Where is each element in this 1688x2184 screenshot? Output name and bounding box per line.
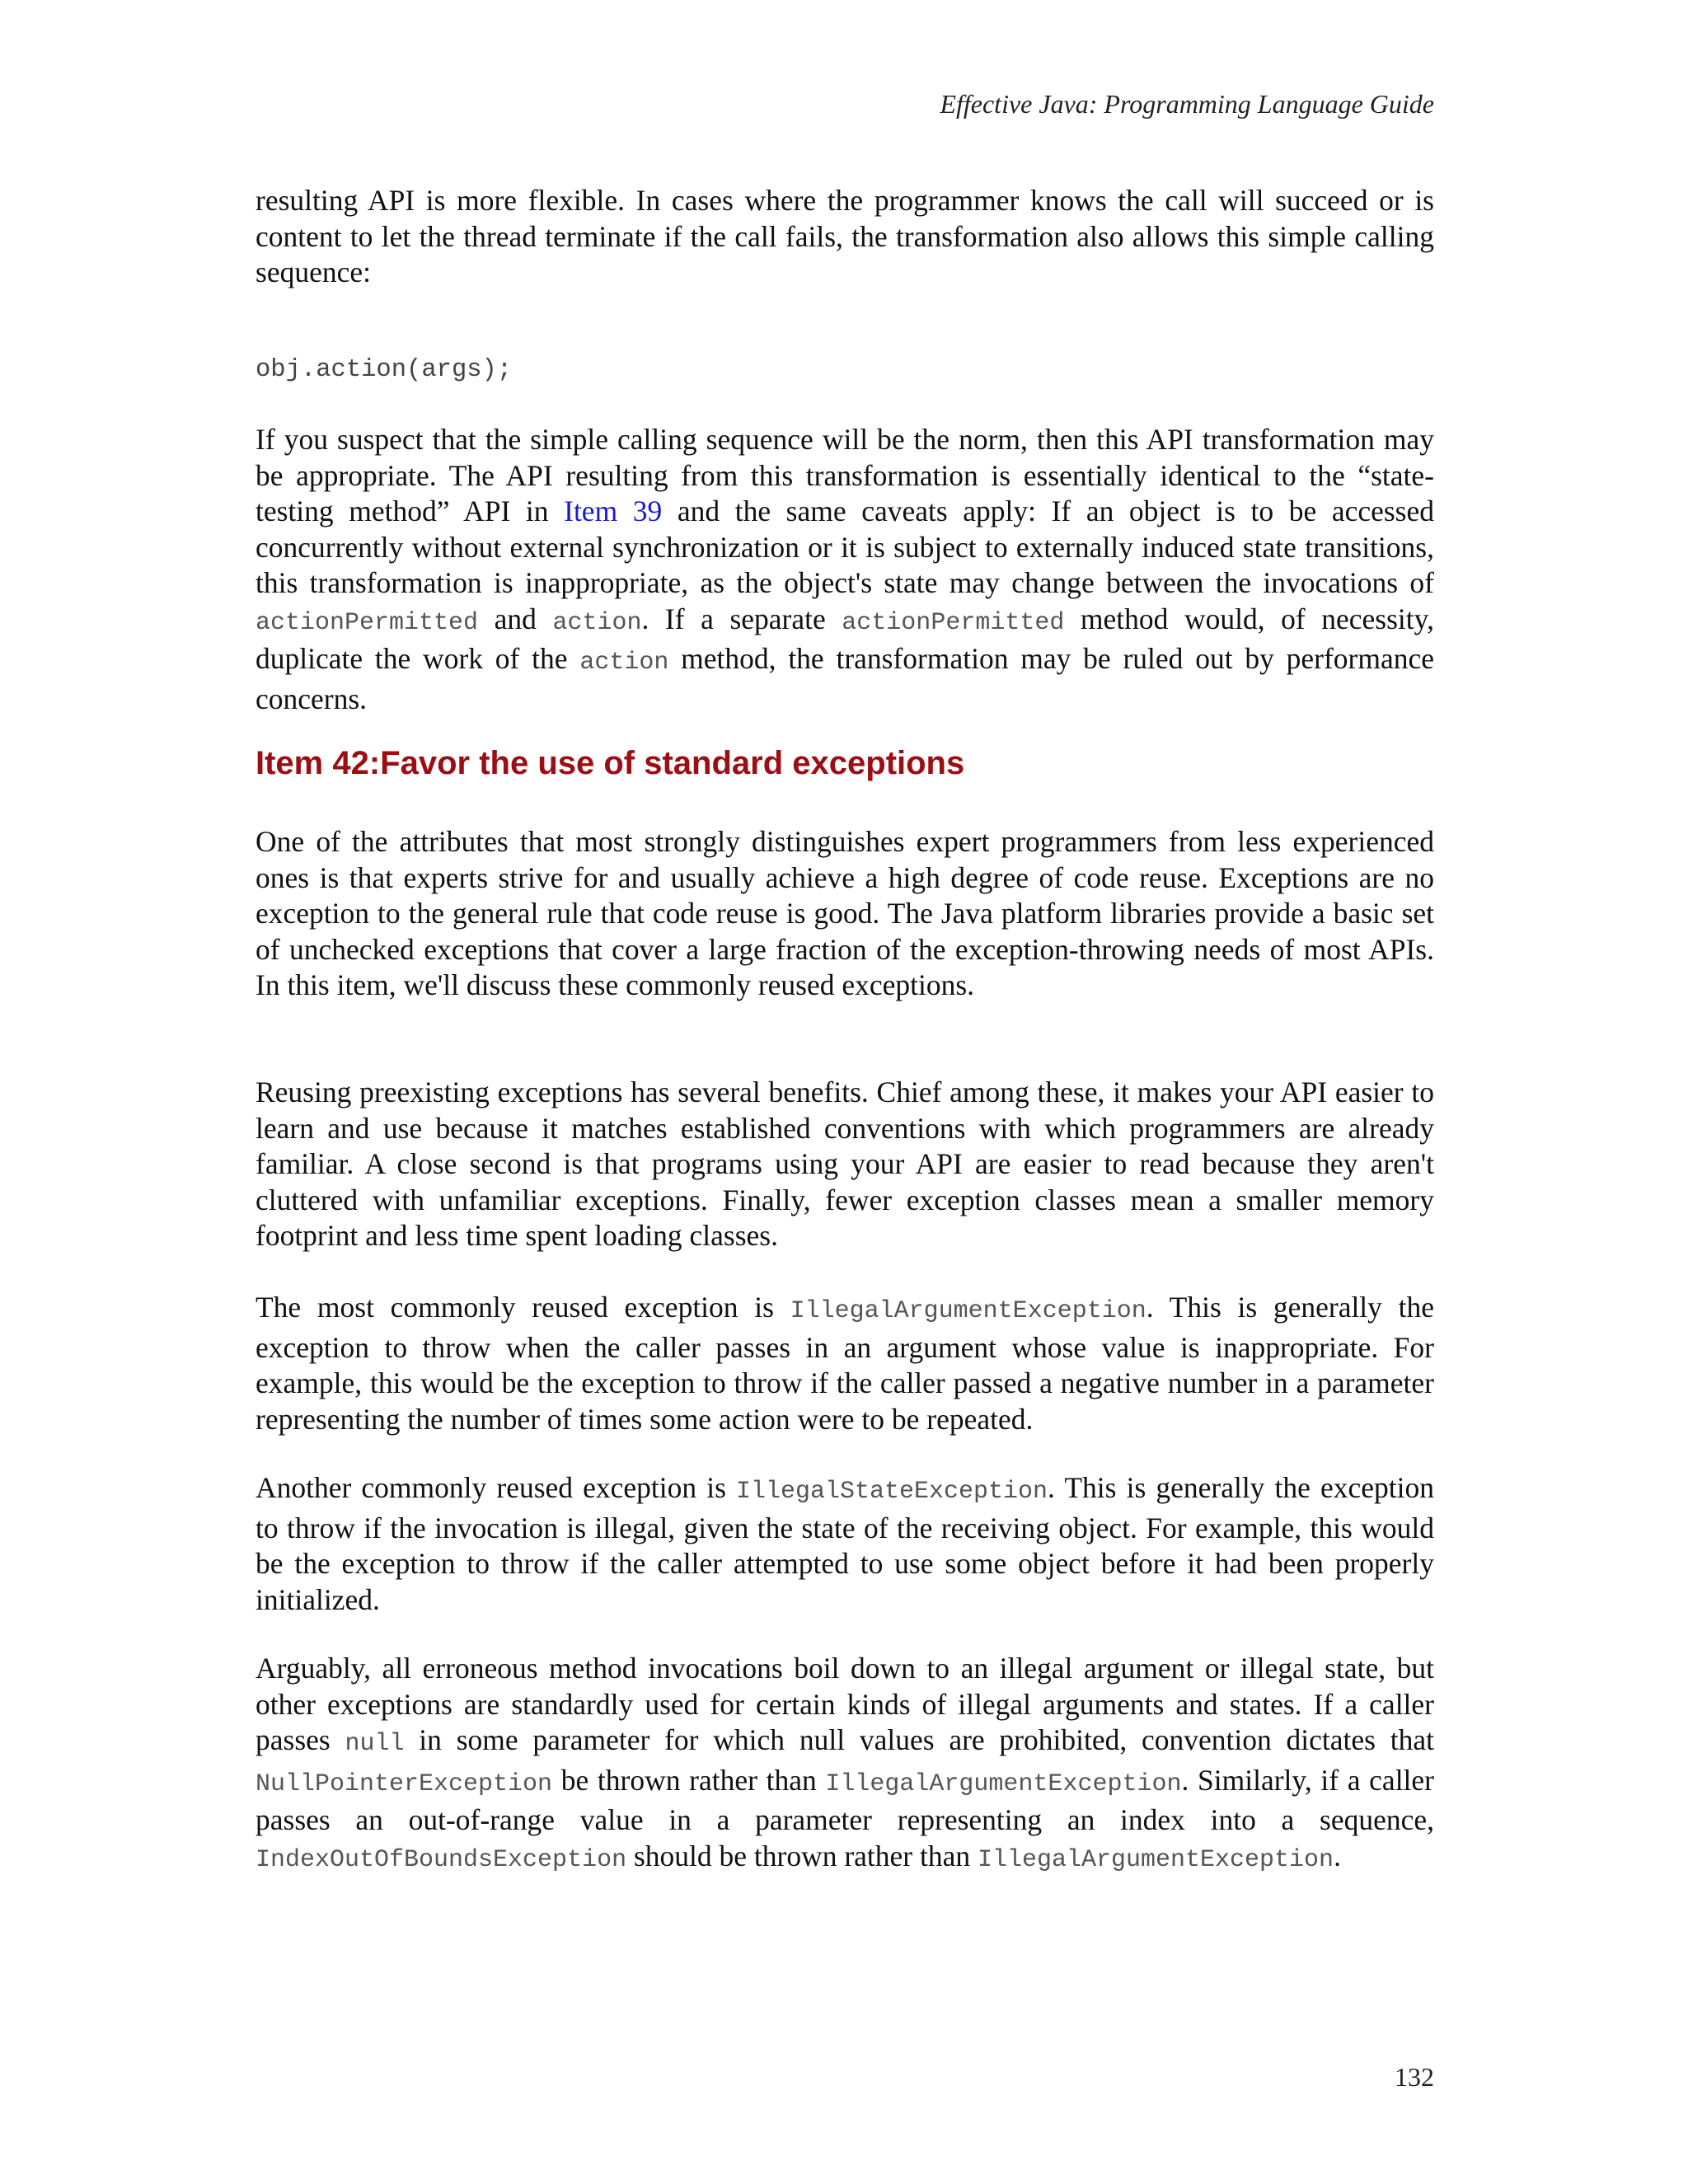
inline-code: IllegalArgumentException (825, 1769, 1182, 1798)
inline-code: actionPermitted (842, 608, 1065, 637)
section-heading-item-42: Item 42:Favor the use of standard exceptions (256, 745, 965, 781)
paragraph-other-exceptions: Arguably, all erroneous method invocations boil down to an illegal argument or illegal state, but other exceptions are standardly used for certain kinds of illegal arguments and states. If a caller passes null in some parameter for which null values are prohibited, convention dictates that NullPointerException be thrown rather than IllegalArgumentException. Similarly, if a caller passes an out-of-range value in a parameter representing an index into a sequence, IndexOutOfBoundsException should be thrown rather than IllegalArgumentException. (256, 1652, 1434, 1874)
paragraph-simple-calling-sequence: If you suspect that the simple calling sequence will be the norm, then this API transformation may be appropriate. The API resulting from this transformation is essentially identical to the “state-testing method” API in Item 39 and the same caveats apply: If an object is to be accessed concurrently without external synchronization or it is subject to externally induced state transitions, this transformation is inappropriate, as the object's state may change between the invocations of actionPermitted and action. If a separate actionPermitted method would, of necessity, duplicate the work of the action method, the transformation may be ruled out by performance concerns. (256, 423, 1434, 715)
running-header: Effective Java: Programming Language Guide (940, 89, 1434, 119)
paragraph-illegal-argument: The most commonly reused exception is IllegalArgumentException. This is generally the exception to throw when the caller passes in an argument whose value is inappropriate. For example, this would be the exception to throw if the caller passed a negative number in a parameter representing the number of times some action were to be repeated. (256, 1291, 1434, 1436)
inline-code: IllegalStateException (735, 1478, 1048, 1506)
inline-code: NullPointerException (256, 1769, 553, 1798)
page-number: 132 (1395, 2062, 1434, 2092)
code-snippet-obj-action: obj.action(args); (256, 356, 513, 384)
inline-code: IllegalArgumentException (977, 1845, 1334, 1874)
inline-code: actionPermitted (256, 608, 479, 637)
item-39-link[interactable]: Item 39 (564, 494, 663, 527)
inline-code: null (345, 1730, 405, 1758)
paragraph-illegal-state: Another commonly reused exception is IllegalStateException. This is generally the exception to throw if the invocation is illegal, given the state of the receiving object. For example, this would be the exception to throw if the caller attempted to use some object before it had been properly initialized. (256, 1471, 1434, 1616)
paragraph-code-reuse: One of the attributes that most strongly distinguishes expert programmers from less experienced ones is that experts strive for and usually achieve a high degree of code reuse. Exceptions are no exception to the general rule that code reuse is good. The Java platform libraries provide a basic set of unchecked exceptions that cover a large fraction of the exception-throwing needs of most APIs. In this item, we'll discuss these commonly reused exceptions. (256, 825, 1434, 1001)
inline-code: IndexOutOfBoundsException (256, 1845, 627, 1874)
inline-code: IllegalArgumentException (790, 1297, 1146, 1325)
inline-code: action (579, 649, 669, 677)
paragraph-reuse-benefits: Reusing preexisting exceptions has several benefits. Chief among these, it makes your API easier to learn and use because it matches established conventions with which programmers are already familiar. A close second is that programs using your API are easier to read because they aren't cluttered with unfamiliar exceptions. Finally, fewer exception classes mean a smaller memory footprint and less time spent loading classes. (256, 1076, 1434, 1252)
inline-code: action (552, 608, 642, 637)
paragraph-api-flexible: resulting API is more flexible. In cases where the programmer knows the call will succeed or is content to let the thread terminate if the call fails, the transformation also allows this simple calling sequence: (256, 184, 1434, 288)
